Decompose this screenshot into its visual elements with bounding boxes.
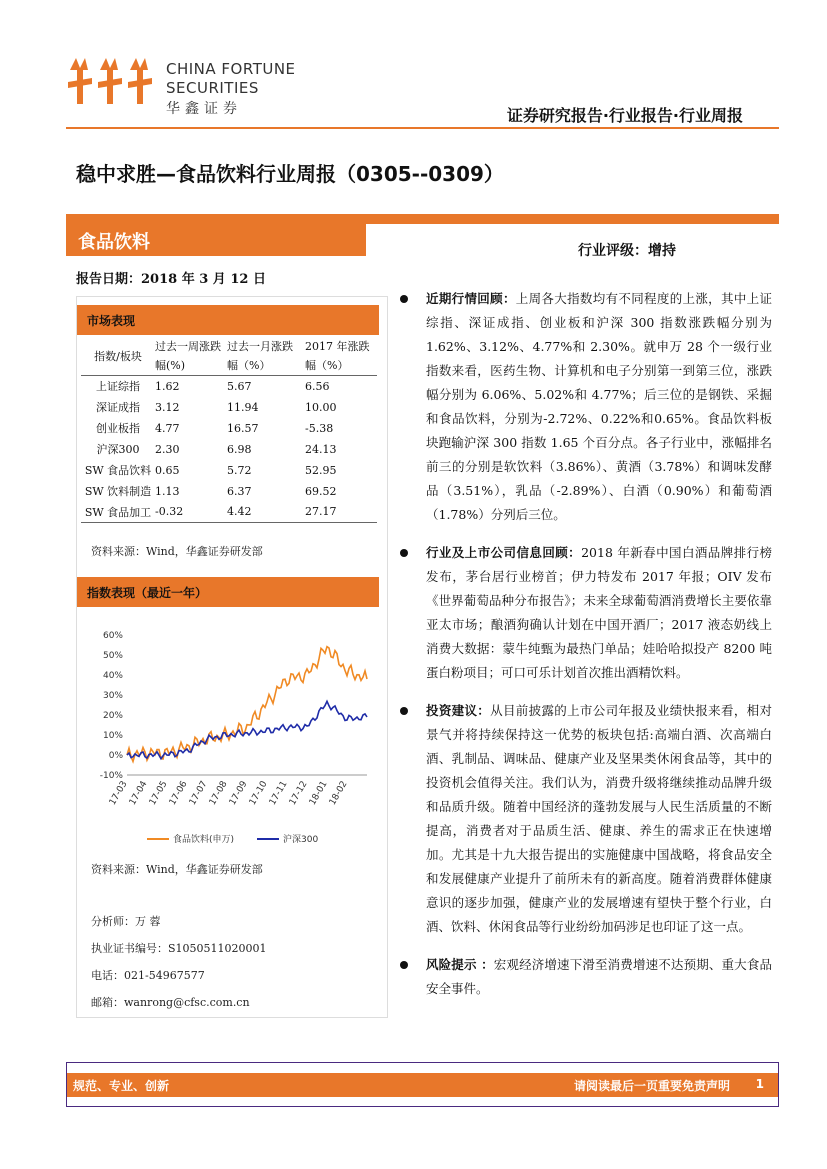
x-tick-label: 17-06 [167, 779, 190, 808]
x-tick-label: 17-12 [287, 779, 310, 808]
bullet-body: 上周各大指数均有不同程度的上涨，其中上证综指、深证成指、创业板和沪深 300 指数涨跌幅分别为 1.62%、3.12%、4.77%和 2.30%。就申万 28 个一级行业指数来看，医药生物、计算机和电子分别第一到第三位，涨跌幅分别为 6.06%、5.02%和 4.77%；后三位的是钢铁、采掘和食品饮料，分别为-2.72%、0.22%和0.65%。食品饮料板块跑输沪深 300 指数 1.65 个百分点。各子行业中，涨幅排名前三的分别是软饮料（3.86%）、黄酒（3.78%）和调味发酵品（3.51%），乳品（-2.89%）、白酒（0.90%）和葡萄酒（1.78%）分列后三位。 [426, 291, 772, 522]
table-cell: 创业板指 [96, 422, 140, 435]
table-cell: 5.72 [227, 463, 252, 477]
col-header: 过去一月涨跌幅（%） [227, 340, 293, 372]
bullet-heading: 风险提示 ： [426, 957, 494, 972]
legend-label: 食品饮料(申万) [173, 835, 235, 845]
table-cell: 沪深300 [96, 443, 140, 456]
table-cell: -5.38 [305, 421, 334, 435]
col-header: 指数/板块 [94, 349, 142, 363]
table-header-row [81, 337, 377, 376]
sector-bar [66, 214, 779, 224]
col-header: 2017 年涨跌幅（%） [305, 340, 370, 372]
report-series: 证券研究报告·行业报告·行业周报 [506, 106, 743, 125]
table-row [81, 376, 377, 397]
industry-rating: 行业评级：增持 [578, 243, 676, 259]
table-cell: 0.65 [155, 463, 180, 477]
table-cell: 27.17 [305, 505, 337, 519]
x-tick-label: 17-08 [207, 779, 230, 808]
table-cell: 3.12 [155, 400, 180, 414]
bullet-heading: 行业及上市公司信息回顾： [426, 545, 582, 560]
chart-header [77, 577, 379, 607]
table-row [81, 481, 377, 502]
footer-slogan: 规范、专业、创新 [73, 1079, 170, 1093]
x-tick-label: 18-01 [307, 779, 330, 808]
series-line [127, 647, 367, 762]
x-tick-label: 17-03 [107, 779, 130, 808]
bullet-body: 从目前披露的上市公司年报及业绩快报来看，相对景气并将持续保持这一优势的板块包括:高端白酒、次高端白酒、乳制品、调味品、健康产业及坚果类休闲食品等，其中的投资机会值得关注。我们认为，消费升级将继续推动品牌升级和品质升级。随着中国经济的蓬勃发展与人民生活质量的不断提高，消费者对于品质生活、健康、养生的需求正在快速增加。尤其是十九大报告提出的实施健康中国战略，将食品安全和发展健康产业提升了前所未有的新高度。随着消费群体健康意识的逐步加强，健康产业的发展增速有望快于整个行业，白酒、饮料、休闲食品等行业纷纷加码涉足也印证了这一点。 [426, 703, 772, 934]
table-cell: 1.13 [155, 484, 180, 498]
chart-source: 资料来源：Wind，华鑫证券研发部 [91, 863, 263, 876]
page-number: 1 [755, 1077, 764, 1091]
torch-figures-logo-icon [66, 56, 158, 116]
bullet-heading: 投资建议： [426, 703, 491, 718]
bullet-body: 宏观经济增速下滑至消费增速不达预期、重大食品安全事件。 [426, 957, 772, 996]
table-cell: 6.98 [227, 442, 252, 456]
market-table [81, 337, 377, 523]
bullet-dot-icon [400, 549, 408, 557]
footer [66, 1062, 779, 1107]
header-rule [66, 127, 779, 129]
index-line-chart [77, 617, 387, 849]
brand-name-en-1: CHINA FORTUNE [166, 60, 296, 78]
sector-label: 食品饮料 [78, 232, 150, 253]
analyst-email: 邮箱：wanrong@cfsc.com.cn [91, 996, 250, 1009]
table-row [81, 439, 377, 460]
legend-label: 沪深300 [283, 835, 319, 845]
bullet-investment-advice [400, 699, 772, 939]
sector-tab [66, 224, 366, 256]
x-tick-label: 17-10 [247, 779, 270, 808]
page-title: 稳中求胜—食品饮料行业周报（0305--0309） [76, 162, 504, 186]
y-tick-label: 20% [102, 711, 123, 721]
y-tick-label: 30% [102, 691, 123, 701]
brand-name-cn: 华鑫证券 [166, 101, 242, 117]
analyst-name: 分析师：万 蓉 [91, 915, 161, 928]
brand-name-en-2: SECURITIES [166, 79, 259, 97]
bullet-market-review [400, 287, 772, 527]
market-source: 资料来源：Wind，华鑫证券研发部 [91, 545, 263, 558]
table-cell: SW 饮料制造 [84, 485, 152, 498]
table-row [81, 397, 377, 418]
table-cell: 16.57 [227, 421, 259, 435]
table-cell: 6.56 [305, 379, 330, 393]
table-cell: 上证综指 [96, 380, 140, 394]
x-tick-label: 17-07 [187, 779, 210, 808]
col-header: 过去一周涨跌幅(%) [155, 340, 221, 372]
bullet-dot-icon [400, 295, 408, 303]
y-tick-label: 60% [102, 631, 123, 641]
bullet-dot-icon [400, 707, 408, 715]
analyst-phone: 电话：021-54967577 [91, 969, 205, 982]
table-cell: 24.13 [305, 442, 337, 456]
y-tick-label: 0% [108, 751, 123, 761]
table-cell: 11.94 [227, 400, 259, 414]
y-tick-label: 40% [102, 671, 123, 681]
table-cell: 2.30 [155, 442, 180, 456]
summary-bullets [400, 287, 772, 1015]
bullet-heading: 近期行情回顾： [426, 291, 516, 306]
table-row [81, 502, 377, 523]
brand-logo [66, 52, 306, 122]
x-tick-label: 18-02 [327, 779, 350, 808]
bullet-industry-news [400, 541, 772, 685]
table-cell: SW 食品加工 [84, 505, 152, 519]
x-tick-label: 17-09 [227, 779, 250, 808]
bullet-risk [400, 953, 772, 1001]
table-cell: 深证成指 [96, 401, 140, 414]
report-date: 报告日期：2018 年 3 月 12 日 [76, 272, 266, 287]
table-row [81, 418, 377, 439]
y-tick-label: -10% [99, 771, 123, 781]
table-cell: 5.67 [227, 379, 252, 393]
series-line [127, 701, 367, 758]
table-cell: 4.77 [155, 421, 180, 435]
table-cell: 69.52 [305, 484, 337, 498]
footer-band [67, 1073, 778, 1097]
y-tick-label: 10% [102, 731, 123, 741]
market-header [77, 305, 379, 335]
x-tick-label: 17-04 [127, 779, 150, 808]
sidebar [76, 296, 388, 1018]
x-tick-label: 17-05 [147, 779, 170, 808]
analyst-license: 执业证书编号：S1050511020001 [91, 942, 267, 955]
table-cell: 10.00 [305, 400, 337, 414]
table-cell: SW 食品饮料 [84, 464, 152, 477]
table-cell: 4.42 [227, 505, 252, 519]
bullet-dot-icon [400, 961, 408, 969]
market-header-label: 市场表现 [87, 314, 136, 328]
table-cell: 1.62 [155, 379, 180, 393]
table-cell: 6.37 [227, 484, 252, 498]
y-tick-label: 50% [102, 651, 123, 661]
chart-header-label: 指数表现（最近一年） [87, 586, 208, 600]
bullet-body: 2018 年新春中国白酒品牌排行榜发布，茅台居行业榜首；伊力特发布 2017 年报；OIV 发布《世界葡萄品种分布报告》；未来全球葡萄酒消费增长主要依靠亚太市场；酿酒狗确认计划在中国开酒厂；2017 液态奶线上消费大数据：蒙牛纯甄为最热门单品；娃哈哈拟投产 8200 吨蛋白粉项目；可口可乐计划首次推出酒精饮料。 [426, 545, 772, 680]
table-cell: -0.32 [155, 505, 184, 519]
table-row [81, 460, 377, 481]
x-tick-label: 17-11 [267, 779, 290, 808]
footer-disclaimer-link[interactable]: 请阅读最后一页重要免责声明 [573, 1079, 730, 1093]
table-cell: 52.95 [305, 463, 337, 477]
